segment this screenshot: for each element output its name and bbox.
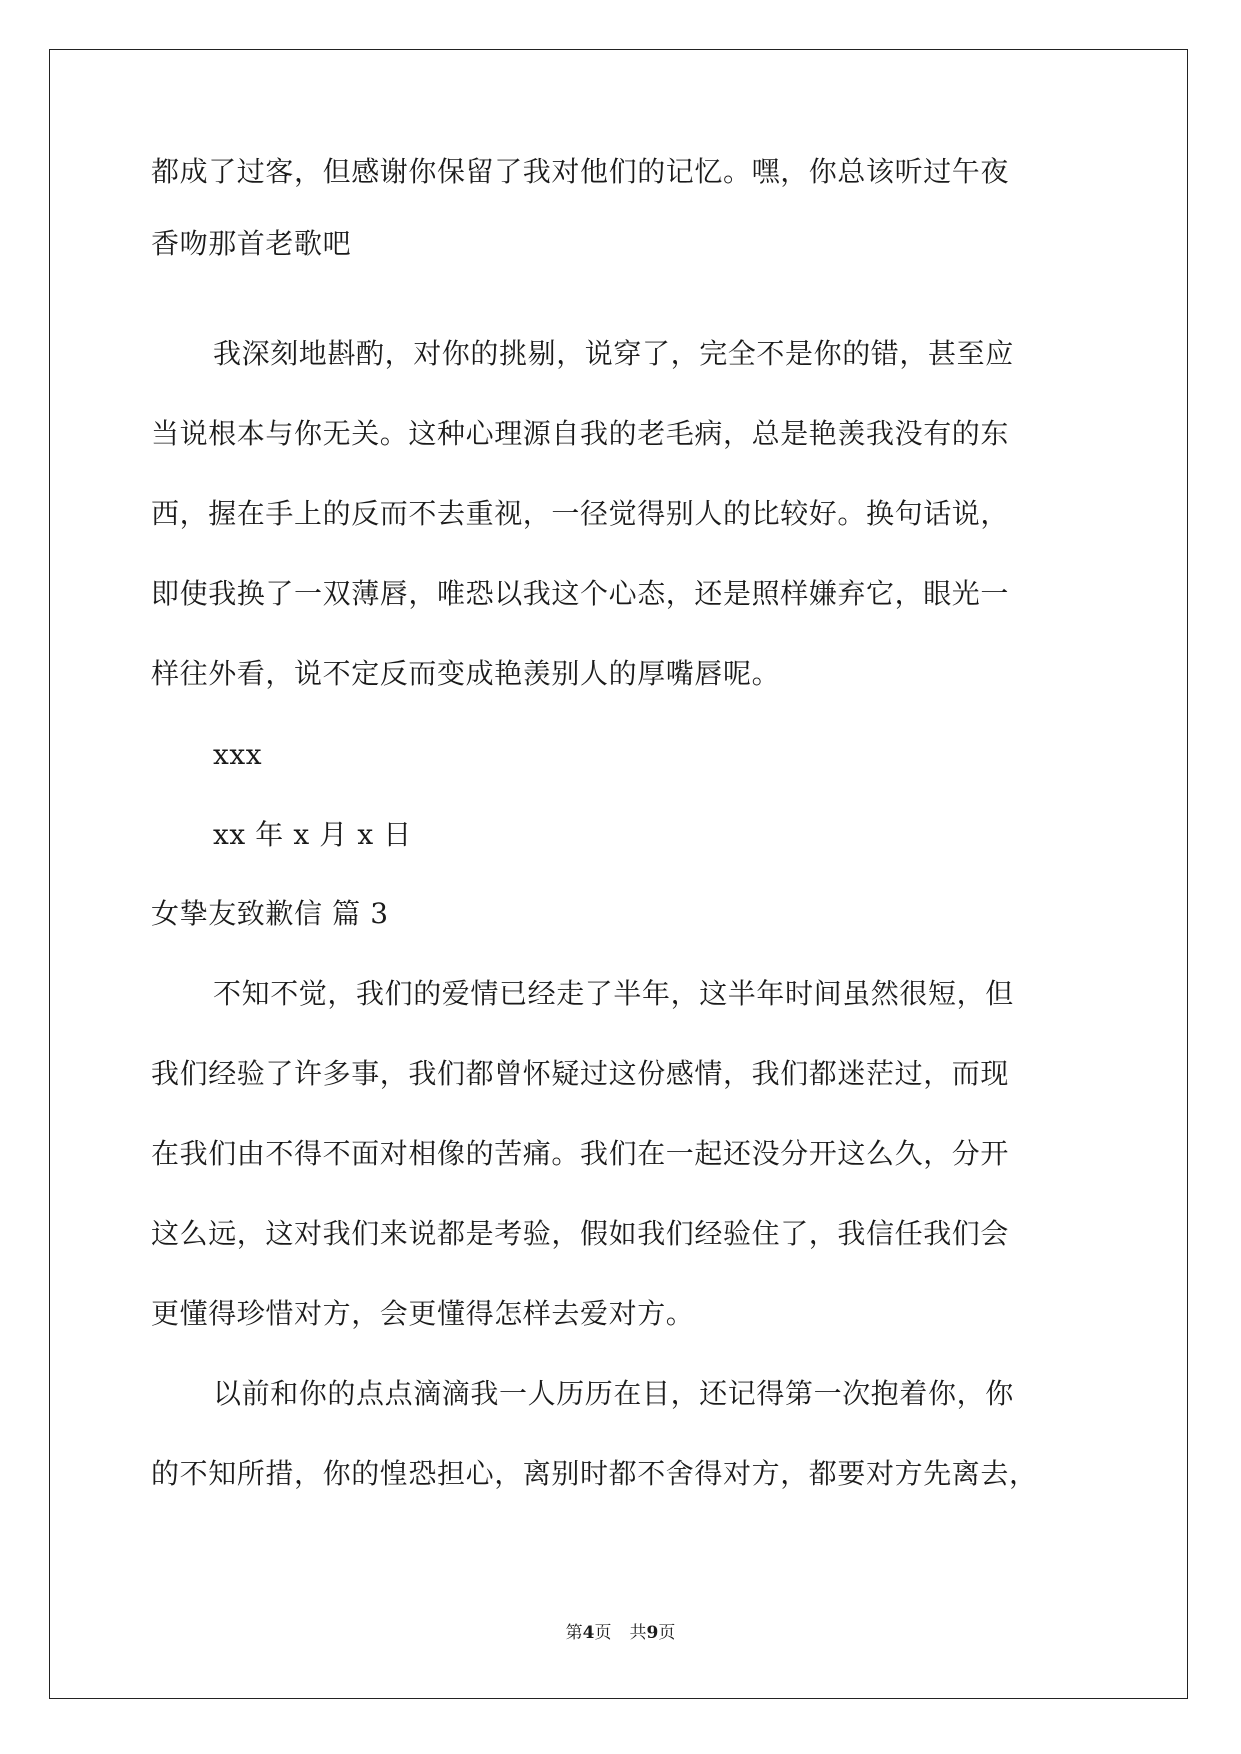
section-heading: 女挚友致歉信 篇 3 [151,897,389,930]
letter-date: xx 年 x 月 x 日 [213,818,412,851]
paragraph-line: 即使我换了一双薄唇，唯恐以我这个心态，还是照样嫌弃它，眼光一 [151,577,1010,610]
paragraph-line: 样往外看，说不定反而变成艳羡别人的厚嘴唇呢。 [151,657,781,690]
paragraph-line: 在我们由不得不面对相像的苦痛。我们在一起还没分开这么久，分开 [151,1137,1010,1170]
signature: xxx [213,738,263,771]
paragraph-line: 更懂得珍惜对方，会更懂得怎样去爱对方。 [151,1297,695,1330]
page-border [49,49,1188,1699]
paragraph-line: 我们经验了许多事，我们都曾怀疑过这份感情，我们都迷茫过，而现 [151,1057,1010,1090]
total-pages-number: 9 [646,1623,659,1643]
paragraph-line: 这么远，这对我们来说都是考验，假如我们经验住了，我信任我们会 [151,1217,1010,1250]
footer-total-prefix: 共 [629,1623,647,1643]
footer-prefix: 第 [565,1623,583,1643]
footer-total-suffix: 页 [658,1623,676,1643]
paragraph-line: 不知不觉，我们的爱情已经走了半年，这半年时间虽然很短，但 [213,977,1014,1010]
footer-page-suffix: 页 [594,1623,612,1643]
paragraph-line: 香吻那首老歌吧 [151,227,352,260]
paragraph-line: 我深刻地斟酌，对你的挑剔，说穿了，完全不是你的错，甚至应 [213,337,1014,370]
current-page-number: 4 [582,1623,595,1643]
paragraph-line: 以前和你的点点滴滴我一人历历在目，还记得第一次抱着你，你 [213,1377,1014,1410]
page-footer [0,1621,1241,1645]
paragraph-line: 当说根本与你无关。这种心理源自我的老毛病，总是艳羡我没有的东 [151,417,1010,450]
paragraph-line: 的不知所措，你的惶恐担心，离别时都不舍得对方，都要对方先离去， [151,1457,1038,1490]
paragraph-line: 西，握在手上的反而不去重视，一径觉得别人的比较好。换句话说， [151,497,1010,530]
paragraph-line: 都成了过客，但感谢你保留了我对他们的记忆。嘿，你总该听过午夜 [151,155,1010,188]
